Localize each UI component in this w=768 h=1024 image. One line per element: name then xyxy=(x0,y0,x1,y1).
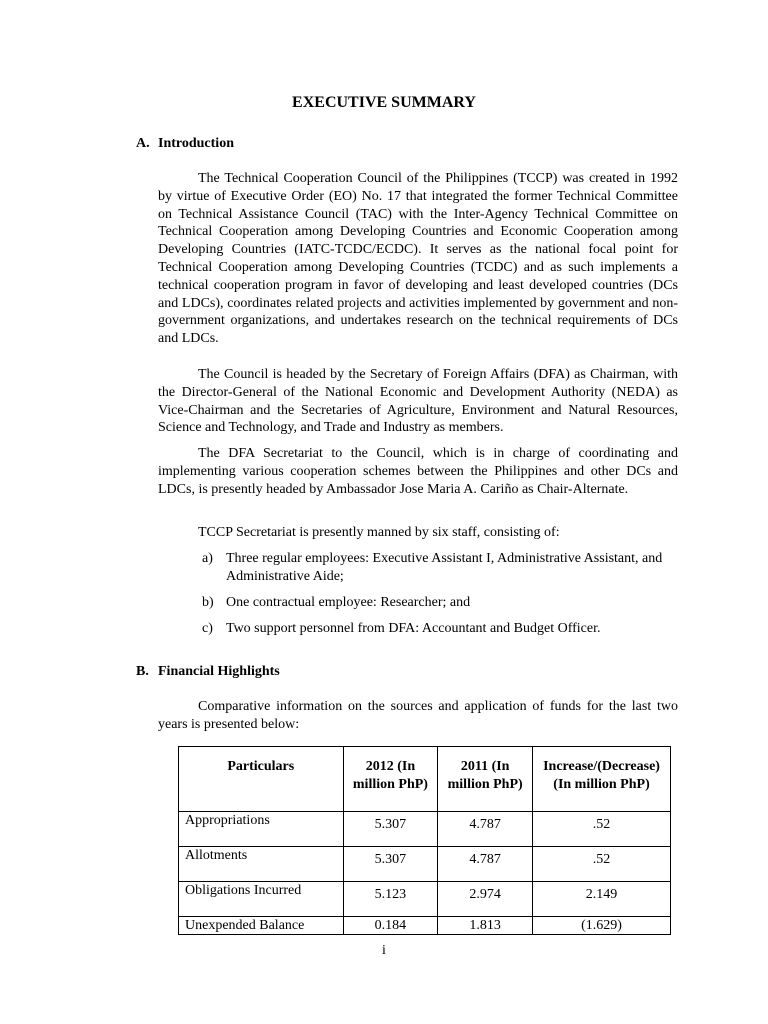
cell-change: .52 xyxy=(533,847,671,882)
cell-2012: 5.307 xyxy=(343,812,438,847)
staff-intro-paragraph: TCCP Secretariat is presently manned by six staff, consisting of: xyxy=(198,525,560,540)
table-row xyxy=(179,882,671,917)
cell-2012: 5.307 xyxy=(343,847,438,882)
section-b-letter: B. xyxy=(136,664,149,679)
row-label: Obligations Incurred xyxy=(179,882,344,917)
section-a-heading xyxy=(136,135,234,153)
list-item xyxy=(202,550,678,586)
table-header-row xyxy=(179,747,671,812)
financial-table xyxy=(178,746,671,935)
page-number: i xyxy=(382,943,386,958)
header-increase-decrease: Increase/(Decrease) (In million PhP) xyxy=(533,747,671,812)
list-text: One contractual employee: Researcher; and xyxy=(226,595,471,610)
intro-paragraph-2: The Council is headed by the Secretary of Foreign Affairs (DFA) as Chairman, with the Director-General of the National Economic and Development Authority (NEDA) as Vice-Chairman and the Secretaries of Agriculture, Environment and Natural Resources, Science and Technology, and Trade and Industry as members. xyxy=(158,367,678,436)
cell-change: (1.629) xyxy=(533,917,671,935)
section-b-title: Financial Highlights xyxy=(158,664,280,679)
header-2012: 2012 (In million PhP) xyxy=(343,747,438,812)
cell-change: 2.149 xyxy=(533,882,671,917)
list-marker: b) xyxy=(202,595,214,610)
list-item xyxy=(202,620,678,638)
cell-2012: 5.123 xyxy=(343,882,438,917)
table-row xyxy=(179,847,671,882)
financial-paragraph: Comparative information on the sources and application of funds for the last two years is presented below: xyxy=(158,699,678,732)
cell-2011: 4.787 xyxy=(438,847,533,882)
cell-2011: 1.813 xyxy=(438,917,533,935)
cell-2012: 0.184 xyxy=(343,917,438,935)
table-row xyxy=(179,917,671,935)
intro-paragraph-1: The Technical Cooperation Council of the Philippines (TCCP) was created in 1992 by virtue of Executive Order (EO) No. 17 that integrated the former Technical Committee on Technical Assistance Council (TAC) with the Inter-Agency Technical Committee on Technical Cooperation among Developing Countries and Economic Cooperation among Developing Countries (IATC-TCDC/ECDC). It serves as the national focal point for Technical Cooperation among Developing Countries (TCDC) and as such implements a technical cooperation program in favor of developing and least developed countries (DCs and LDCs), coordinates related projects and activities implemented by government and non-government organizations, and undertakes research on the technical requirements of DCs and LDCs. xyxy=(158,171,678,347)
cell-change: .52 xyxy=(533,812,671,847)
row-label: Unexpended Balance xyxy=(179,917,344,935)
section-a-letter: A. xyxy=(136,136,150,151)
intro-paragraph-3: The DFA Secretariat to the Council, which is in charge of coordinating and implementing various cooperation schemes between the Philippines and other DCs and LDCs, is presently headed by Ambassador Jose Maria A. Cariño as Chair-Alternate. xyxy=(158,446,678,497)
cell-2011: 2.974 xyxy=(438,882,533,917)
section-a-title: Introduction xyxy=(158,136,234,151)
header-2011: 2011 (In million PhP) xyxy=(438,747,533,812)
list-marker: a) xyxy=(202,551,213,566)
row-label: Appropriations xyxy=(179,812,344,847)
row-label: Allotments xyxy=(179,847,344,882)
header-particulars: Particulars xyxy=(179,747,344,812)
cell-2011: 4.787 xyxy=(438,812,533,847)
section-b-heading xyxy=(136,663,280,681)
list-marker: c) xyxy=(202,621,213,636)
list-item xyxy=(202,594,678,612)
page-title: EXECUTIVE SUMMARY xyxy=(292,94,476,111)
list-text: Two support personnel from DFA: Accountant and Budget Officer. xyxy=(226,621,601,636)
list-text: Three regular employees: Executive Assistant I, Administrative Assistant, and Administrative Aide; xyxy=(226,551,663,584)
table-row xyxy=(179,812,671,847)
